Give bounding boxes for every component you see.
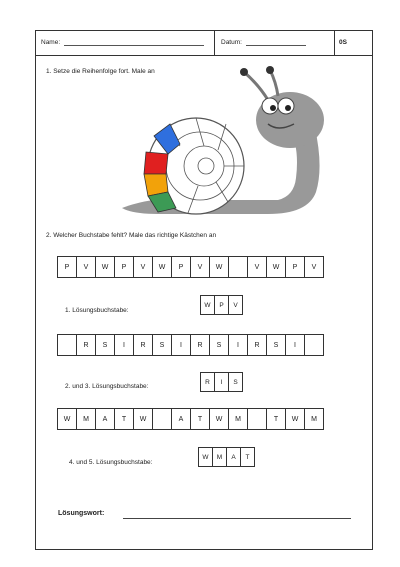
letter-cell: S [95,334,115,356]
option-box[interactable]: T [240,447,255,467]
solution-label-1: 1. Lösungsbuchstabe: [65,307,129,314]
letter-cell [247,408,267,430]
letter-cell: P [114,256,134,278]
option-box[interactable]: M [212,447,227,467]
letter-cell: T [266,408,286,430]
solution-label-2: 2. und 3. Lösungsbuchstabe: [65,383,149,390]
solution-label-3: 4. und 5. Lösungsbuchstabe: [69,459,153,466]
letter-cell: M [304,408,324,430]
letter-cell: T [114,408,134,430]
letter-cell [57,334,77,356]
letter-cell: W [152,256,172,278]
letter-cell: W [57,408,77,430]
worksheet-code: 0S [339,39,347,46]
letter-cell: V [133,256,153,278]
option-boxes-3 [198,447,255,467]
option-box[interactable]: I [214,372,229,392]
letter-cell: I [171,334,191,356]
option-box[interactable]: W [198,447,213,467]
option-boxes-2 [200,372,243,392]
task2-instruction: 2. Welcher Buchstabe fehlt? Male das richtige Kästchen an [46,232,217,239]
letter-cell: S [152,334,172,356]
letter-cell [228,256,248,278]
letter-row-2 [57,334,324,356]
letter-cell: I [228,334,248,356]
letter-cell [152,408,172,430]
name-field[interactable] [35,30,215,55]
letter-cell: W [209,256,229,278]
letter-cell: P [285,256,305,278]
letter-cell: V [76,256,96,278]
letter-cell: R [76,334,96,356]
letter-cell: V [304,256,324,278]
letter-cell: A [171,408,191,430]
letter-cell [304,334,324,356]
task1-instruction: 1. Setze die Reihenfolge fort. Male an [46,68,155,75]
date-line [246,39,306,46]
option-boxes-1 [200,295,243,315]
letter-cell: R [133,334,153,356]
answer-line[interactable] [123,518,351,519]
option-box[interactable]: W [200,295,215,315]
letter-cell: W [285,408,305,430]
option-box[interactable]: P [214,295,229,315]
worksheet-header [35,30,373,56]
date-label: Datum: [221,39,242,46]
letter-cell: W [209,408,229,430]
letter-cell: V [247,256,267,278]
letter-row-3 [57,408,324,430]
date-field[interactable] [215,30,335,55]
letter-cell: W [133,408,153,430]
letter-cell: M [76,408,96,430]
letter-cell: P [171,256,191,278]
letter-cell: R [190,334,210,356]
option-box[interactable]: V [228,295,243,315]
snail-illustration [118,66,338,216]
answer-label: Lösungswort: [58,510,105,517]
letter-cell: R [247,334,267,356]
letter-cell: W [266,256,286,278]
letter-cell: S [266,334,286,356]
letter-cell: T [190,408,210,430]
letter-cell: W [95,256,115,278]
letter-cell: I [114,334,134,356]
letter-row-1 [57,256,324,278]
option-box[interactable]: A [226,447,241,467]
name-line [64,39,204,46]
letter-cell: M [228,408,248,430]
name-label: Name: [41,39,61,46]
option-box[interactable]: R [200,372,215,392]
letter-cell: I [285,334,305,356]
letter-cell: V [190,256,210,278]
letter-cell: S [209,334,229,356]
option-box[interactable]: S [228,372,243,392]
letter-cell: P [57,256,77,278]
letter-cell: A [95,408,115,430]
